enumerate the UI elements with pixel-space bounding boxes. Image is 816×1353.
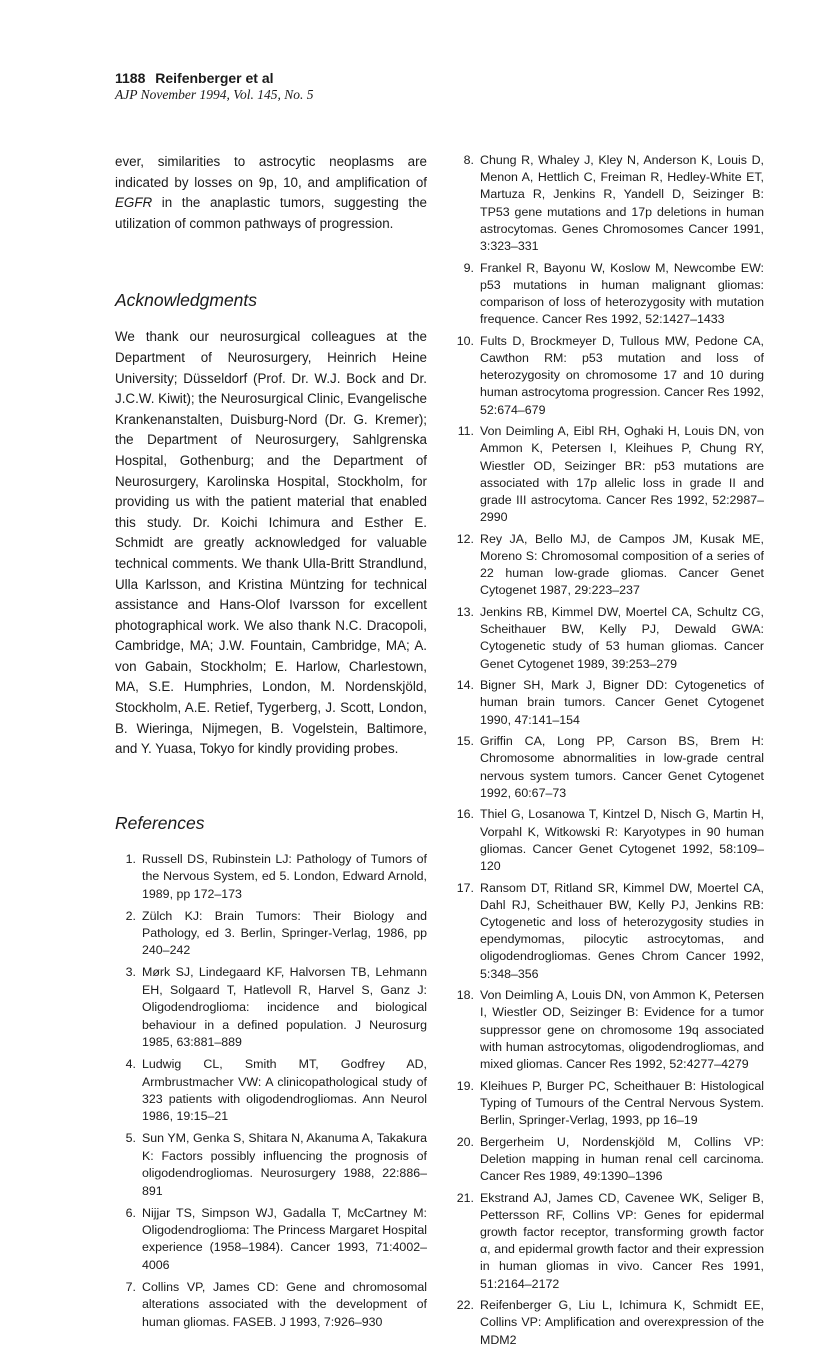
page-number: 1188 [115, 70, 146, 86]
reference-text: Sun YM, Genka S, Shitara N, Akanuma A, Takakura K: Factors possibly influencing the prognosis of oligodendrogliomas. Neurosurgery 1988, 22:886–891 [142, 1131, 427, 1198]
reference-number: 19. [456, 1078, 474, 1093]
reference-item [452, 260, 764, 329]
reference-item [115, 1130, 427, 1200]
reference-item [452, 806, 764, 875]
header-line [115, 70, 313, 87]
reference-item [452, 880, 764, 983]
reference-item [452, 423, 764, 526]
reference-text: Reifenberger G, Liu L, Ichimura K, Schmidt EE, Collins VP: Amplification and overexpression of the MDM2 [480, 1298, 764, 1347]
reference-text: Bergerheim U, Nordenskjöld M, Collins VP: Deletion mapping in human renal cell carcinoma. Cancer Res 1989, 49:1390–1396 [480, 1134, 764, 1184]
reference-item [115, 1056, 427, 1126]
intro-paragraph [115, 152, 427, 234]
reference-item [452, 1297, 764, 1349]
reference-item [452, 987, 764, 1073]
reference-number: 5. [125, 1131, 136, 1146]
reference-text: Frankel R, Bayonu W, Koslow M, Newcombe EW: p53 mutations in human malignant gliomas: comparison of loss of heterozygosity with mutation frequence. Cancer Res 1992, 52:1427–1433 [480, 260, 764, 327]
reference-item [452, 1078, 764, 1130]
reference-item [452, 1190, 764, 1293]
reference-text: Fults D, Brockmeyer D, Tullous MW, Pedone CA, Cawthon RM: p53 mutation and loss of heterozygosity on chromosome 17 and 10 during human astrocytoma progression. Cancer Res 1992, 52:674–679 [480, 333, 764, 417]
reference-number: 12. [456, 531, 474, 546]
reference-number: 15. [456, 734, 474, 749]
reference-text: Chung R, Whaley J, Kley N, Anderson K, Louis D, Menon A, Hettlich C, Freiman R, Hedley-White ET, Martuza R, Jenkins R, Yandell D, Seizinger B: TP53 gene mutations and 17p deletions in human astrocytomas. Genes Chromosomes Cancer 1991, 3:323–331 [480, 153, 764, 254]
reference-number: 3. [125, 965, 136, 980]
reference-text: Ludwig CL, Smith MT, Godfrey AD, Armbrustmacher VW: A clinicopathological study of 323 patients with oligodendrogliomas. Ann Neurol 1986, 19:15–21 [142, 1057, 427, 1124]
right-column [452, 152, 764, 1353]
reference-text: Zülch KJ: Brain Tumors: Their Biology and Pathology, ed 3. Berlin, Springer-Verlag, 1986, pp 240–242 [142, 908, 427, 958]
intro-gene-name: EGFR [115, 195, 153, 211]
reference-number: 20. [456, 1134, 474, 1149]
reference-item [115, 1205, 427, 1275]
reference-text: Ransom DT, Ritland SR, Kimmel DW, Moertel CA, Dahl RJ, Scheithauer BW, Kelly PJ, Jenkins RB: Cytogenetic and loss of heterozygosity studies in ependymomas, pilocytic astrocytomas, and oligodendrogliomas. Genes Chrom Cancer 1992, 5:348–356 [480, 880, 764, 981]
reference-number: 7. [125, 1279, 136, 1294]
reference-text: Ekstrand AJ, James CD, Cavenee WK, Seliger B, Pettersson RF, Collins VP: Genes for epidermal growth factor receptor, transforming growth factor α, and epidermal growth factor and their expression in human gliomas in vivo. Cancer Res 1991, 51:2164–2172 [480, 1190, 764, 1291]
reference-number: 21. [456, 1190, 474, 1205]
reference-item [115, 964, 427, 1051]
reference-text: Mørk SJ, Lindegaard KF, Halvorsen TB, Lehmann EH, Solgaard T, Hatlevoll R, Harvel S, Ganz J: Oligodendroglioma: incidence and biological behaviour in a defined population. J Neurosurg 1985, 63:881–889 [142, 965, 427, 1050]
reference-item [452, 733, 764, 802]
reference-text: Nijjar TS, Simpson WJ, Gadalla T, McCartney M: Oligodendroglioma: The Princess Margaret Hospital experience (1958–1984). Cancer 1993, 71:4002–4006 [142, 1205, 427, 1272]
running-authors: Reifenberger et al [155, 70, 274, 86]
reference-number: 4. [125, 1057, 136, 1072]
reference-text: Kleihues P, Burger PC, Scheithauer B: Histological Typing of Tumours of the Central Nervous System. Berlin, Springer-Verlag, 1993, pp 16–19 [480, 1078, 764, 1128]
reference-number: 16. [456, 807, 474, 822]
reference-item [452, 531, 764, 600]
intro-text-b: in the anaplastic tumors, suggesting the utilization of common pathways of progression. [115, 195, 427, 231]
reference-list-left [115, 851, 427, 1331]
journal-citation: AJP November 1994, Vol. 145, No. 5 [115, 87, 314, 102]
reference-item [452, 333, 764, 419]
reference-number: 1. [125, 851, 136, 866]
left-column [115, 152, 427, 1336]
reference-number: 14. [456, 678, 474, 693]
reference-number: 17. [456, 880, 474, 895]
reference-item [452, 1134, 764, 1186]
reference-item [452, 677, 764, 729]
acknowledgments-text: We thank our neurosurgical colleagues at the Department of Neurosurgery, Heinrich Heine University; Düsseldorf (Prof. Dr. W.J. Bock and Dr. J.C.W. Kiwit); the Neurosurgical Clinic, Evangelische Krankenanstalten, Duisburg-Nord (Dr. G. Kremer); the Department of Neurosurgery, Sahlgrenska Hospital, Gothenburg; and the Department of Neurosurgery, Karolinska Hospital, Stockholm, for providing us with the patient material that enabled this study. Dr. Koichi Ichimura and Esther E. Schmidt are greatly acknowledged for valuable technical comments. We thank Ulla-Britt Strandlund, Ulla Karlsson, and Kristina Müntzing for technical assistance and Hans-Olof Ivarsson for excellent photographical work. We also thank N.C. Dracopoli, Cambridge, MA; J.W. Fountain, Cambridge, MA; A. von Gabain, Stockholm; E. Harlow, Charlestown, MA, S.E. Humphries, London, M. Nordenskjöld, Stockholm, A.E. Retief, Tygerberg, J. Scott, London, B. Wieringa, Nijmegen, B. Vogelstein, Baltimore, and Y. Yuasa, Tokyo for kindly providing probes. [115, 329, 427, 757]
references-heading: References [115, 812, 205, 833]
reference-text: Thiel G, Losanowa T, Kintzel D, Nisch G, Martin H, Vorpahl K, Witkowski R: Karyotypes in 90 human gliomas. Cancer Genet Cytogenet 1992, 58:109–120 [480, 807, 764, 874]
reference-list-right [452, 152, 764, 1349]
reference-text: Jenkins RB, Kimmel DW, Moertel CA, Schultz CG, Scheithauer BW, Kelly PJ, Dewald GWA: Cytogenetic study of 53 human gliomas. Cancer Genet Cytogenet 1989, 39:253–279 [480, 605, 764, 671]
intro-text-a: ever, similarities to astrocytic neoplasms are indicated by losses on 9p, 10, and amplification of [115, 154, 427, 190]
reference-number: 9. [463, 260, 474, 275]
reference-number: 18. [456, 988, 474, 1003]
reference-item [115, 908, 427, 960]
reference-number: 6. [125, 1205, 136, 1220]
reference-number: 10. [456, 333, 474, 348]
reference-item [115, 851, 427, 903]
reference-number: 11. [457, 424, 474, 439]
reference-text: Griffin CA, Long PP, Carson BS, Brem H: Chromosome abnormalities in low-grade central nervous system tumors. Cancer Genet Cytogenet 1992, 60:67–73 [480, 734, 764, 800]
reference-item [452, 152, 764, 255]
acknowledgments-heading: Acknowledgments [115, 290, 258, 311]
reference-number: 22. [456, 1298, 474, 1313]
running-header [115, 70, 313, 103]
reference-text: Russell DS, Rubinstein LJ: Pathology of Tumors of the Nervous System, ed 5. London, Edward Arnold, 1989, pp 172–173 [142, 851, 427, 901]
reference-text: Von Deimling A, Eibl RH, Oghaki H, Louis DN, von Ammon K, Petersen I, Kleihues P, Chung RY, Wiestler OD, Seizinger BR: p53 mutations are associated with 17p allelic loss in grade II and grade III astrocytoma. Cancer Res 1992, 52:2987–2990 [480, 424, 764, 525]
reference-text: Collins VP, James CD: Gene and chromosomal alterations associated with the development of human gliomas. FASEB. J 1993, 7:926–930 [142, 1279, 427, 1329]
reference-number: 2. [125, 908, 136, 923]
reference-text: Rey JA, Bello MJ, de Campos JM, Kusak ME, Moreno S: Chromosomal composition of a series of 22 human low-grade gliomas. Cancer Genet Cytogenet 1987, 29:223–237 [480, 531, 764, 598]
reference-number: 8. [463, 153, 474, 167]
reference-text: Von Deimling A, Louis DN, von Ammon K, Petersen I, Wiestler OD, Seizinger B: Evidence for a tumor suppressor gene on chromosome 19q associated with human astrocytomas, oligodendrogliomas, and mixed gliomas. Cancer Res 1992, 52:4277–4279 [480, 988, 764, 1072]
reference-item [115, 1279, 427, 1331]
reference-number: 13. [456, 605, 474, 620]
reference-item [452, 604, 764, 673]
reference-text: Bigner SH, Mark J, Bigner DD: Cytogenetics of human brain tumors. Cancer Genet Cytogenet 1990, 47:141–154 [480, 678, 764, 727]
